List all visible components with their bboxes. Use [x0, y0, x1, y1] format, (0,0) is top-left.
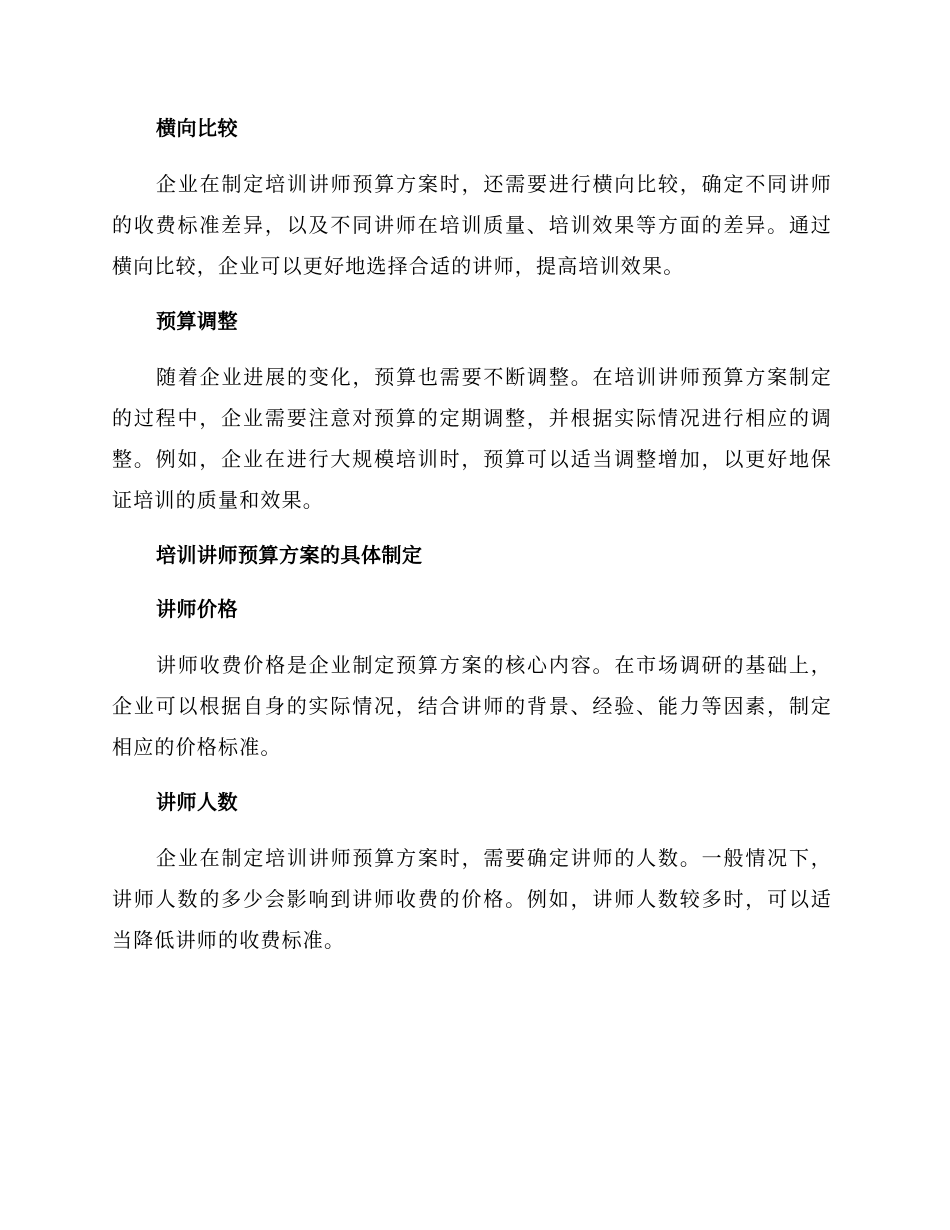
section-heading-specific-formulation: 培训讲师预算方案的具体制定 [156, 543, 423, 567]
section-body-lecturer-count: 企业在制定培训讲师预算方案时，需要确定讲师的人数。一般情况下，讲师人数的多少会影响到讲师收费的价格。例如，讲师人数较多时，可以适当降低讲师的收费标准。 [112, 846, 832, 952]
section-heading-horizontal-comparison: 横向比较 [156, 116, 238, 140]
section-heading-lecturer-count: 讲师人数 [156, 790, 238, 814]
section-body-budget-adjustment: 随着企业进展的变化，预算也需要不断调整。在培训讲师预算方案制定的过程中，企业需要注意对预算的定期调整，并根据实际情况进行相应的调整。例如，企业在进行大规模培训时，预算可以适当调整增加，以更好地保证培训的质量和效果。 [112, 365, 832, 512]
section-body-lecturer-price: 讲师收费价格是企业制定预算方案的核心内容。在市场调研的基础上，企业可以根据自身的实际情况，结合讲师的背景、经验、能力等因素，制定相应的价格标准。 [112, 653, 832, 759]
section-heading-lecturer-price: 讲师价格 [156, 597, 238, 621]
section-body-horizontal-comparison: 企业在制定培训讲师预算方案时，还需要进行横向比较，确定不同讲师的收费标准差异，以及不同讲师在培训质量、培训效果等方面的差异。通过横向比较，企业可以更好地选择合适的讲师，提高培训效果。 [112, 172, 832, 278]
document-content [112, 108, 832, 961]
section-heading-budget-adjustment: 预算调整 [156, 309, 238, 333]
